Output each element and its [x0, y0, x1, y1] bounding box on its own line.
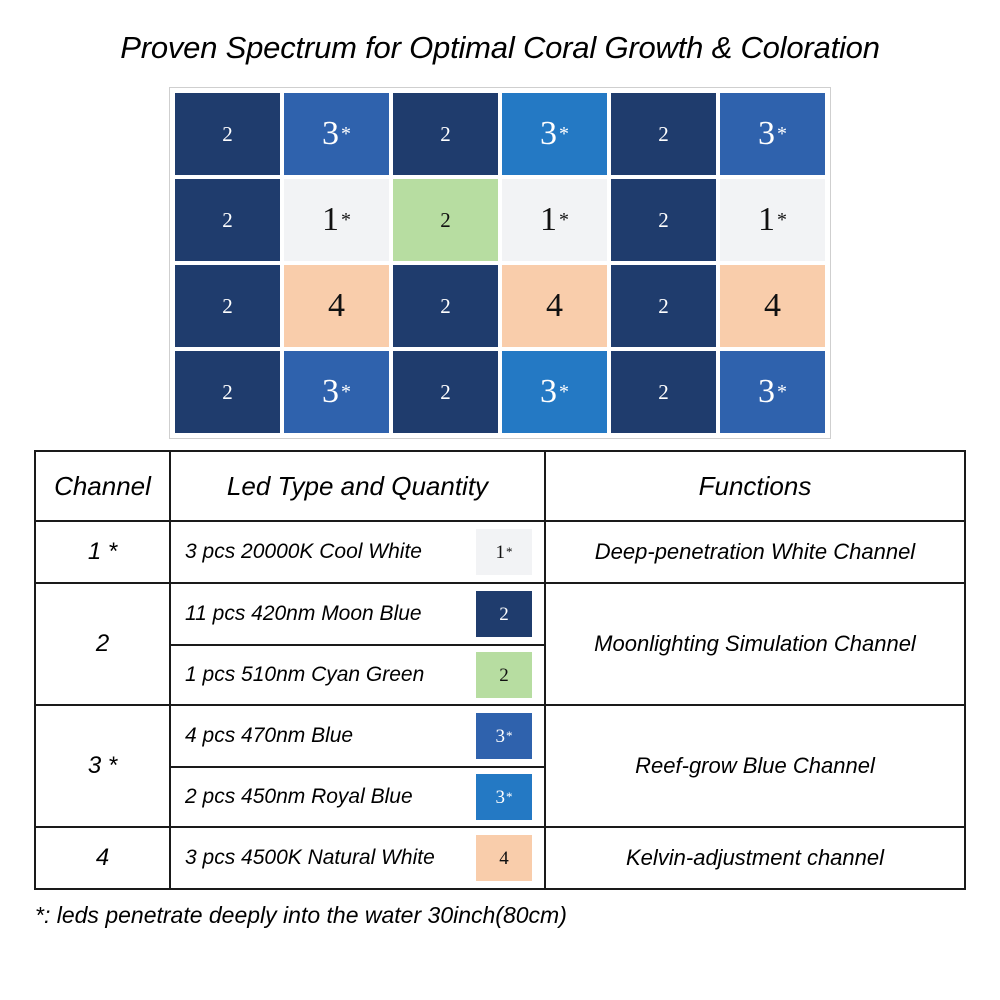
- led-cell-label: 2: [440, 207, 451, 232]
- channel-cell: 4: [35, 827, 170, 889]
- led-cell: [718, 349, 827, 435]
- led-color-swatch: [476, 652, 532, 698]
- led-cell: [500, 177, 609, 263]
- led-cell-label: 3: [540, 373, 557, 410]
- led-cell-label: 4: [328, 287, 345, 324]
- led-cell: [173, 263, 282, 349]
- led-cell-label: 1: [540, 201, 557, 238]
- led-cell-label: 3: [758, 373, 775, 410]
- asterisk-icon: *: [341, 208, 351, 231]
- led-cell-label: 2: [658, 379, 669, 404]
- led-type-cell: [170, 583, 545, 705]
- led-cell: [173, 177, 282, 263]
- led-type-row: [171, 522, 544, 582]
- table-row: [35, 583, 965, 705]
- led-color-swatch: [476, 713, 532, 759]
- led-cell: [500, 349, 609, 435]
- asterisk-icon: *: [559, 208, 569, 231]
- led-type-label: 2 pcs 450nm Royal Blue: [185, 785, 413, 808]
- led-layout-diagram: [170, 88, 830, 438]
- led-type-cell: [170, 827, 545, 889]
- function-cell: Moonlighting Simulation Channel: [545, 583, 965, 705]
- footnote: *: leds penetrate deeply into the water 30inch(80cm): [35, 902, 567, 928]
- led-color-swatch-label: 1: [495, 541, 505, 563]
- led-cell: [609, 91, 718, 177]
- led-cell-label: 2: [222, 207, 233, 232]
- led-type-row: [171, 706, 544, 766]
- led-cell-label: 4: [764, 287, 781, 324]
- led-cell-label: 2: [222, 121, 233, 146]
- asterisk-icon: *: [506, 789, 513, 804]
- led-color-swatch-label: 2: [499, 664, 509, 686]
- channel-cell: 1 *: [35, 521, 170, 583]
- asterisk-icon: *: [559, 122, 569, 145]
- led-type-row: [171, 584, 544, 644]
- led-color-swatch-label: 4: [499, 847, 509, 869]
- led-cell: [282, 177, 391, 263]
- page-title: Proven Spectrum for Optimal Coral Growth & Coloration: [120, 30, 880, 65]
- function-cell: Kelvin-adjustment channel: [545, 827, 965, 889]
- led-cell-label: 3: [758, 115, 775, 152]
- led-cell-label: 1: [322, 201, 339, 238]
- led-cell-label: 3: [322, 373, 339, 410]
- channel-cell: 3 *: [35, 705, 170, 827]
- header-functions: Functions: [545, 451, 965, 521]
- table-header-row: [35, 451, 965, 521]
- led-cell-label: 3: [540, 115, 557, 152]
- led-cell: [609, 349, 718, 435]
- led-cell-label: 1: [758, 201, 775, 238]
- asterisk-icon: *: [777, 208, 787, 231]
- led-type-cell: [170, 521, 545, 583]
- led-color-swatch: [476, 591, 532, 637]
- led-cell: [609, 177, 718, 263]
- led-type-row: [171, 644, 544, 704]
- led-color-swatch-label: 3: [495, 786, 505, 808]
- led-cell-label: 2: [658, 121, 669, 146]
- led-cell-label: 2: [440, 293, 451, 318]
- led-cell: [500, 263, 609, 349]
- led-type-row: [171, 828, 544, 888]
- asterisk-icon: *: [777, 122, 787, 145]
- led-cell: [173, 349, 282, 435]
- header-led-type: Led Type and Quantity: [170, 451, 545, 521]
- led-type-cell: [170, 705, 545, 827]
- led-cell-label: 2: [222, 379, 233, 404]
- led-cell: [391, 349, 500, 435]
- led-cell-label: 2: [222, 293, 233, 318]
- led-type-label: 11 pcs 420nm Moon Blue: [185, 602, 422, 625]
- led-type-row: [171, 766, 544, 826]
- led-cell: [282, 349, 391, 435]
- table-row: [35, 705, 965, 827]
- led-cell: [173, 91, 282, 177]
- asterisk-icon: *: [506, 728, 513, 743]
- led-cell-label: 4: [546, 287, 563, 324]
- asterisk-icon: *: [777, 380, 787, 403]
- led-color-swatch: [476, 835, 532, 881]
- table-row: [35, 827, 965, 889]
- led-type-label: 3 pcs 20000K Cool White: [185, 540, 422, 563]
- asterisk-icon: *: [341, 380, 351, 403]
- led-cell: [500, 91, 609, 177]
- led-grid: [170, 88, 830, 438]
- channel-cell: 2: [35, 583, 170, 705]
- led-color-swatch: [476, 529, 532, 575]
- led-type-label: 1 pcs 510nm Cyan Green: [185, 663, 425, 686]
- led-cell: [282, 91, 391, 177]
- led-type-label: 3 pcs 4500K Natural White: [185, 846, 435, 869]
- led-type-label: 4 pcs 470nm Blue: [185, 724, 354, 747]
- table-row: [35, 521, 965, 583]
- led-cell: [391, 263, 500, 349]
- led-cell: [609, 263, 718, 349]
- led-cell-label: 2: [658, 207, 669, 232]
- led-cell: [718, 177, 827, 263]
- led-cell-label: 2: [658, 293, 669, 318]
- led-cell: [391, 91, 500, 177]
- asterisk-icon: *: [559, 380, 569, 403]
- asterisk-icon: *: [341, 122, 351, 145]
- led-color-swatch: [476, 774, 532, 820]
- spec-table: [34, 450, 966, 890]
- led-color-swatch-label: 2: [499, 603, 509, 625]
- asterisk-icon: *: [506, 544, 513, 559]
- led-color-swatch-label: 3: [495, 725, 505, 747]
- led-cell: [718, 263, 827, 349]
- led-cell-label: 2: [440, 121, 451, 146]
- led-cell: [282, 263, 391, 349]
- led-cell: [718, 91, 827, 177]
- function-cell: Deep-penetration White Channel: [545, 521, 965, 583]
- function-cell: Reef-grow Blue Channel: [545, 705, 965, 827]
- led-cell-label: 2: [440, 379, 451, 404]
- header-channel: Channel: [35, 451, 170, 521]
- led-cell: [391, 177, 500, 263]
- led-cell-label: 3: [322, 115, 339, 152]
